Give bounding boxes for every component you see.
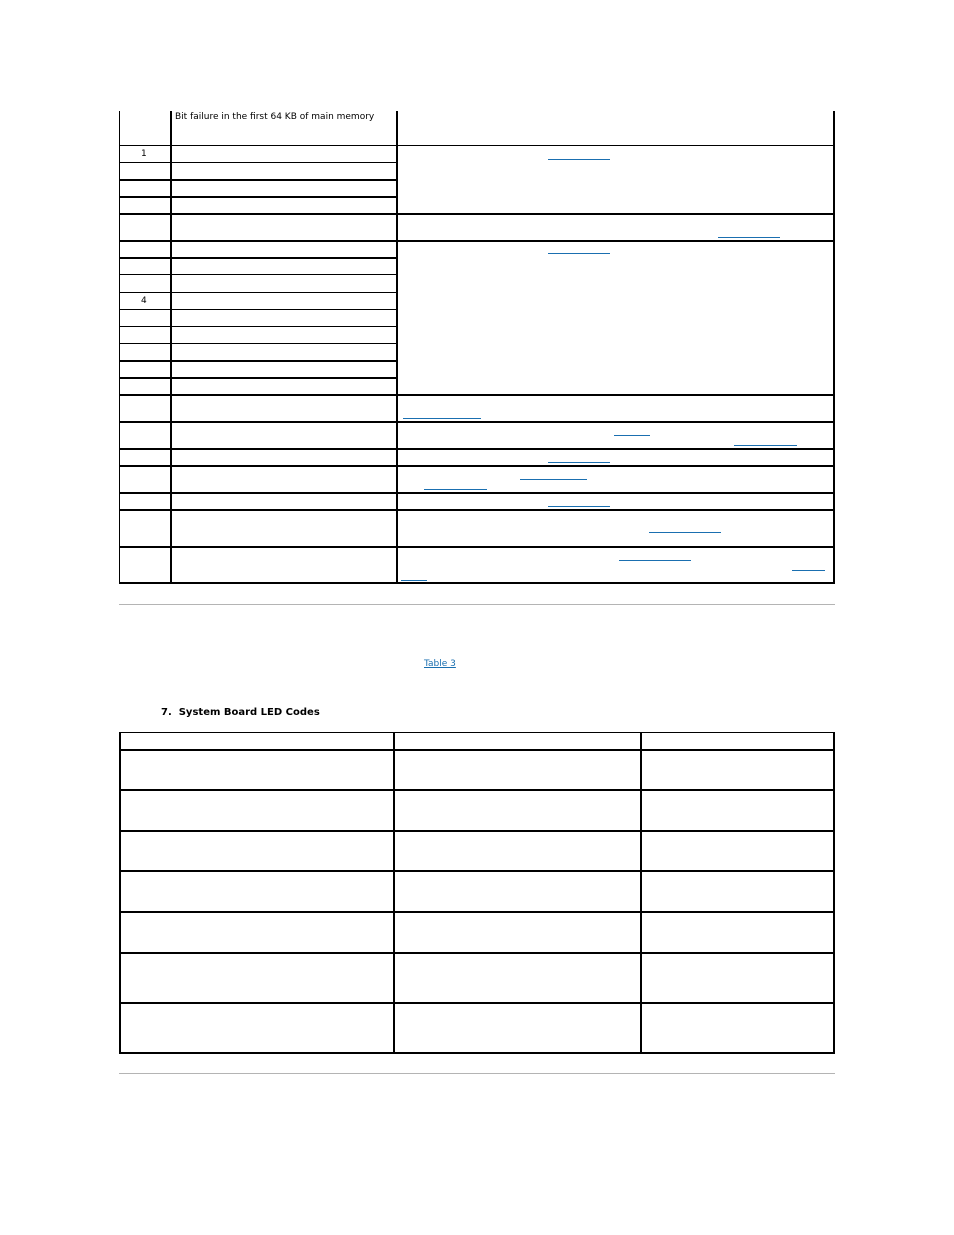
table-border [170, 111, 172, 584]
table-border [833, 111, 835, 584]
reference-link[interactable] [520, 479, 587, 480]
reference-link[interactable] [548, 159, 610, 160]
table-border [396, 111, 398, 584]
reference-link[interactable] [401, 580, 427, 581]
reference-link[interactable] [548, 506, 610, 507]
table-reference-link[interactable]: Table 3 [424, 659, 456, 669]
reference-link[interactable] [649, 532, 721, 533]
reference-link[interactable] [614, 435, 650, 436]
reference-link[interactable] [718, 237, 780, 238]
reference-link[interactable] [403, 418, 481, 419]
section-title: System Board LED Codes [178, 707, 320, 718]
first-row-description: Bit failure in the first 64 KB of main memory [175, 112, 375, 122]
reference-link[interactable] [548, 462, 610, 463]
row-number: 4 [141, 296, 147, 306]
section-divider [119, 1073, 835, 1074]
section-number: 7. [161, 707, 172, 718]
reference-link[interactable] [734, 445, 797, 446]
reference-link[interactable] [424, 489, 487, 490]
table-border [640, 732, 642, 1054]
table-border [119, 111, 120, 584]
reference-link[interactable] [619, 560, 691, 561]
row-number: 1 [141, 149, 147, 159]
table-border [833, 732, 835, 1054]
section-heading [161, 707, 320, 718]
section-divider [119, 604, 835, 605]
reference-link[interactable] [548, 253, 610, 254]
table-border [119, 732, 121, 1054]
reference-link[interactable] [792, 570, 825, 571]
table-border [393, 732, 395, 1054]
